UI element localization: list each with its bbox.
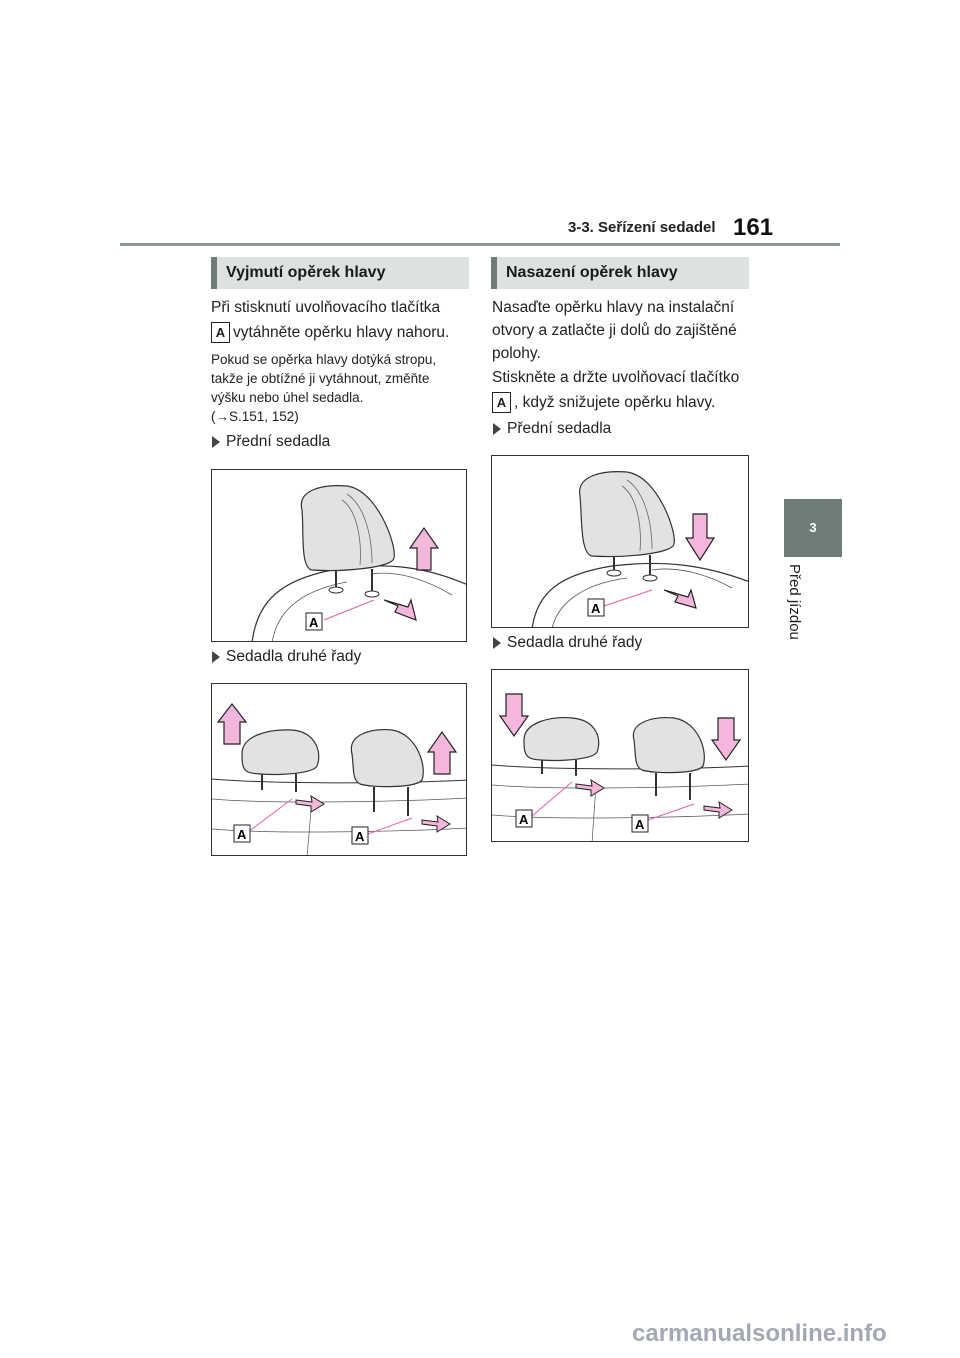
figure-front-remove-svg <box>212 470 467 642</box>
install-instruction-line1: Nasaďte opěrku hlavy na instalační <box>492 299 735 316</box>
figure-front-install <box>491 455 749 628</box>
remove-note-line2: takže je obtížné ji vytáhnout, změňte <box>211 371 430 386</box>
chapter-label-text: Před jízdou <box>786 564 803 640</box>
label-a-badge: A <box>211 322 230 343</box>
remove-instruction-line2 <box>211 321 473 344</box>
fig1-label-a: A <box>309 615 319 630</box>
left-sub-front-text: Přední sedadla <box>226 433 331 450</box>
remove-note-line1: Pokud se opěrka hlavy dotýká stropu, <box>211 352 437 367</box>
triangle-bullet-icon <box>493 637 501 649</box>
header-rule <box>120 243 840 246</box>
fig2-label-a-right: A <box>355 829 365 844</box>
install-hold-line2 <box>492 391 754 414</box>
remove-instruction-line1: Při stisknutí uvolňovacího tlačítka <box>211 299 441 316</box>
remove-instruction-cont: vytáhněte opěrku hlavy nahoru. <box>233 324 450 341</box>
right-sub-front <box>493 420 611 438</box>
figure-second-install <box>491 669 749 842</box>
left-sub-front <box>212 433 330 451</box>
install-hold-line1: Stiskněte a držte uvolňovací tlačítko <box>492 369 740 386</box>
running-header: 3-3. Seřízení sedadel <box>568 219 716 236</box>
chapter-label <box>786 564 806 654</box>
fig4-label-a-right: A <box>635 817 645 832</box>
right-sub-second <box>493 634 642 652</box>
install-instruction <box>492 296 754 365</box>
triangle-bullet-icon <box>493 423 501 435</box>
triangle-bullet-icon <box>212 651 220 663</box>
section-heading-remove: Vyjmutí opěrek hlavy <box>211 257 469 289</box>
chapter-tab[interactable]: 3 <box>784 499 842 557</box>
remove-note-line3: výšku nebo úhel sedadla. <box>211 390 364 405</box>
install-instruction-line2: otvory a zatlačte ji dolů do zajištěné <box>492 322 737 339</box>
install-hold-cont: , když snižujete opěrku hlavy. <box>514 394 716 411</box>
remove-instruction <box>211 296 473 344</box>
fig2-label-a-left: A <box>237 827 247 842</box>
left-sub-second-text: Sedadla druhé řady <box>226 648 362 665</box>
fig4-label-a-left: A <box>519 812 529 827</box>
remove-note <box>211 350 473 426</box>
figure-front-remove <box>211 469 467 642</box>
install-hold-instruction <box>492 366 754 414</box>
right-sub-front-text: Přední sedadla <box>507 420 612 437</box>
fig3-label-a: A <box>591 601 601 616</box>
figure-front-install-svg <box>492 456 749 628</box>
label-a-badge: A <box>492 392 511 413</box>
page-number: 161 <box>733 214 774 241</box>
left-sub-second <box>212 648 361 666</box>
triangle-bullet-icon <box>212 436 220 448</box>
figure-second-remove <box>211 683 467 856</box>
watermark: carmanualsonline.info <box>632 1320 887 1347</box>
install-instruction-line3: polohy. <box>492 345 541 362</box>
figure-second-install-svg <box>492 670 749 842</box>
remove-note-line4: (→S.151, 152) <box>211 409 299 424</box>
figure-second-remove-svg <box>212 684 467 856</box>
right-sub-second-text: Sedadla druhé řady <box>507 634 643 651</box>
section-heading-install: Nasazení opěrek hlavy <box>491 257 749 289</box>
